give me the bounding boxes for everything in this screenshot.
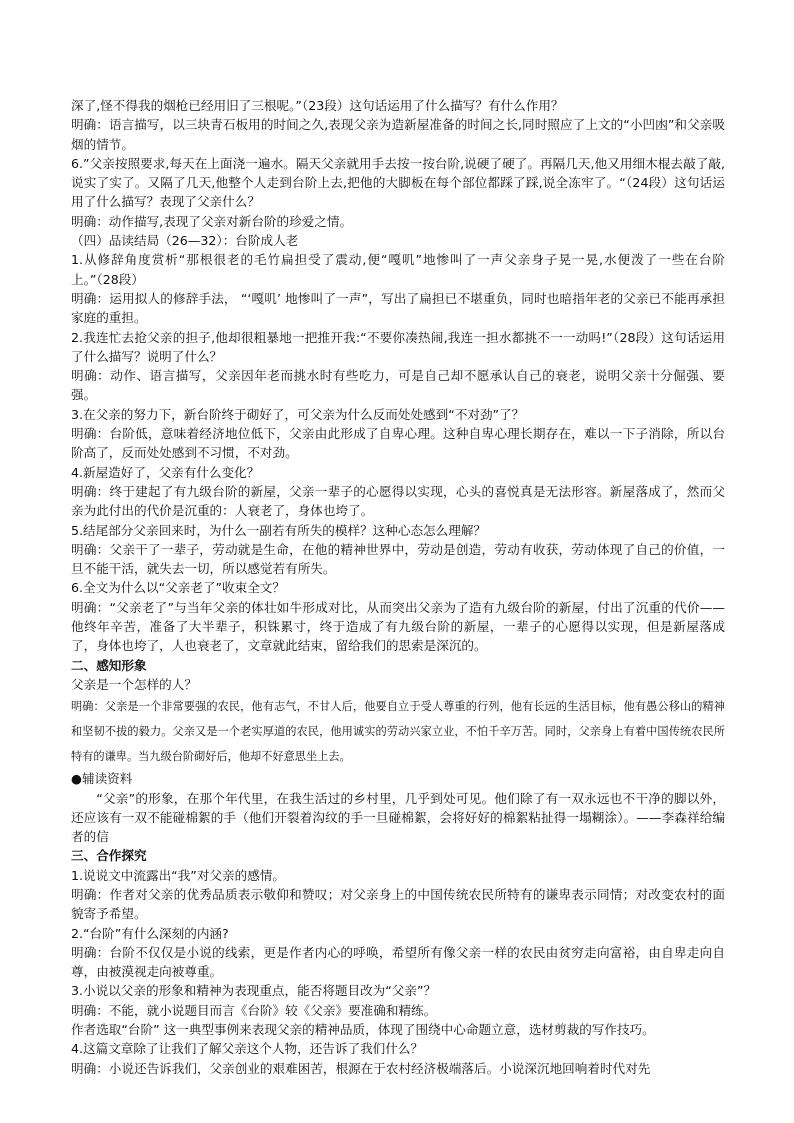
section-heading: 二、感知形象 <box>71 657 147 673</box>
question-line: 4.新屋造好了，父亲有什么变化？ <box>71 464 260 480</box>
question-line: 6.全文为什么以“父亲老了”收束全文？ <box>71 580 285 596</box>
question-line: 4.这篇文章除了让我们了解父亲这个人物，还告诉了我们什么？ <box>71 1041 424 1057</box>
answer-line: 明确：语言描写，以三块青石板用的时间之久,表现父亲为造新屋准备的时间之长,同时照应了上文的“小凹凼”和父亲吸烟的情节。 <box>71 117 725 152</box>
answer-line: 明确：终于建起了有九级台阶的新屋，父亲一辈子的心愿得以实现，心头的喜悦真是无法形容。新屋落成了，然而父亲为此付出的代价是沉重的：人衰老了，身体也垮了。 <box>71 483 725 519</box>
answer-line: 明确：父亲是一个非常要强的农民，他有志气，不甘人后，他要自立于受人尊重的行列，他有长远的生活目标，他有愚公移山的精神和坚韧不拔的毅力。父亲又是一个老实厚道的农民，他用诚实的劳动兴家立业，不怕千辛万苦。同时，父亲身上有着中国传统农民所特有的谦卑。当九级台阶砌好后，他却不好意思坐上去。 <box>71 700 725 764</box>
answer-line: 明确：动作、语言描写，父亲因年老而挑水时有些吃力，可是自己却不愿承认自己的衰老，说明父亲十分倔强、要强。 <box>71 368 725 403</box>
answer-line: 明确：父亲干了一辈子，劳动就是生命，在他的精神世界中，劳动是创造，劳动有收获，劳动体现了自己的价值，一旦不能干活，就失去一切，所以感觉若有所失。 <box>71 541 725 577</box>
question-line: 3.在父亲的努力下，新台阶终于砌好了，可父亲为什么反而处处感到“不对劲”了？ <box>71 406 525 422</box>
section-heading: 三、合作探究 <box>71 848 147 864</box>
document-body <box>71 96 725 1078</box>
reference-paragraph: “父亲”的形象，在那个年代里，在我生活过的乡村里，几乎到处可见。他们除了有一双永远也不干净的脚以外，还应该有一双不能碰棉絮的手（他们开裂着沟纹的手一旦碰棉絮，会将好好的棉絮粘扯得一塌糊涂）。——李森祥给编者的信 <box>71 790 725 845</box>
answer-line: 明确：台阶不仅仅是小说的线索，更是作者内心的呼唤，希望所有像父亲一样的农民由贫穷走向富裕，由自卑走向自尊，由被漠视走向被尊重。 <box>71 944 725 980</box>
answer-line: 明确：小说还告诉我们，父亲创业的艰难困苦，根源在于农村经济极端落后。小说深沉地回响着时代对先 <box>71 1060 651 1076</box>
question-line: 3.小说以父亲的形象和精神为表现重点，能否将题目改为“父亲”？ <box>71 983 437 999</box>
answer-line: 明确：“父亲老了”与当年父亲的体壮如牛形成对比，从而突出父亲为了造有九级台阶的新屋，付出了沉重的代价——他终年辛苦，准备了大半辈子，积铢累寸，终于造成了有九级台阶的新屋，一辈子的心愿得以实现，但是新屋落成了，身体也垮了，人也衰老了，文章就此结束，留给我们的思索是深沉的。 <box>71 599 725 654</box>
answer-line: 明确：运用拟人的修辞手法， “‘嘎叽’ 地惨叫了一声”，写出了扁担已不堪重负，同时也暗指年老的父亲已不能再承担家庭的重担。 <box>71 290 725 326</box>
question-line: 2.“台阶”有什么深刻的内涵? <box>71 925 229 941</box>
text-line: 深了,怪不得我的烟枪已经用旧了三根呢。”（23段）这句话运用了什么描写？有什么作用？ <box>71 98 564 113</box>
answer-line: 作者选取“台阶” 这一典型事例来表现父亲的精神品质，体现了围绕中心命题立意，选材剪裁的写作技巧。 <box>71 1022 655 1038</box>
question-line: 2.我连忙去抢父亲的担子,他却很粗暴地一把推开我:“不要你凑热闹,我连一担水都挑不一一动吗!”（28段）这句话运用了什么描写？说明了什么？ <box>71 329 725 364</box>
question-line: 1.从修辞角度赏析“那根很老的毛竹扁担受了震动,便“嘎叽”地惨叫了一声父亲身子晃一晃,水便泼了一些在台阶上。”（28段） <box>71 252 725 287</box>
answer-line: 明确：不能，就小说题目而言《台阶》较《父亲》要准确和精练。 <box>71 1002 437 1018</box>
question-line: 6.”父亲按照要求,每天在上面浇一遍水。隔天父亲就用手去按一按台阶,说硬了硬了。再隔几天,他又用细木棍去敲了敲,说实了实了。又隔了几天,他整个人走到台阶上去,把他的大脚板在每个部位都踩了踩,说全冻牢了。“（24段）这句话运用了什么描写？表现了父亲什么？ <box>71 155 725 210</box>
subsection-heading: （四）品读结局（26—32）：台阶成人老 <box>71 233 299 249</box>
reference-heading: ●辅读资料 <box>71 771 133 787</box>
answer-line: 明确：作者对父亲的优秀品质表示敬仰和赞叹；对父亲身上的中国传统农民所特有的谦卑表示同情；对改变农村的面貌寄予希望。 <box>71 886 725 922</box>
answer-line: 明确：动作描写,表现了父亲对新台阶的珍爱之情。 <box>71 213 353 229</box>
question-line: 父亲是一个怎样的人？ <box>71 676 197 692</box>
answer-line: 明确：台阶低，意味着经济地位低下，父亲由此形成了自卑心理。这种自卑心理长期存在，难以一下子消除，所以台阶高了，反而处处感到不习惯，不对劲。 <box>71 426 725 461</box>
question-line: 1.说说文中流露出“我”对父亲的感情。 <box>71 867 285 883</box>
question-line: 5.结尾部分父亲回来时，为什么一副若有所失的模样？这种心态怎么理解？ <box>71 522 487 538</box>
